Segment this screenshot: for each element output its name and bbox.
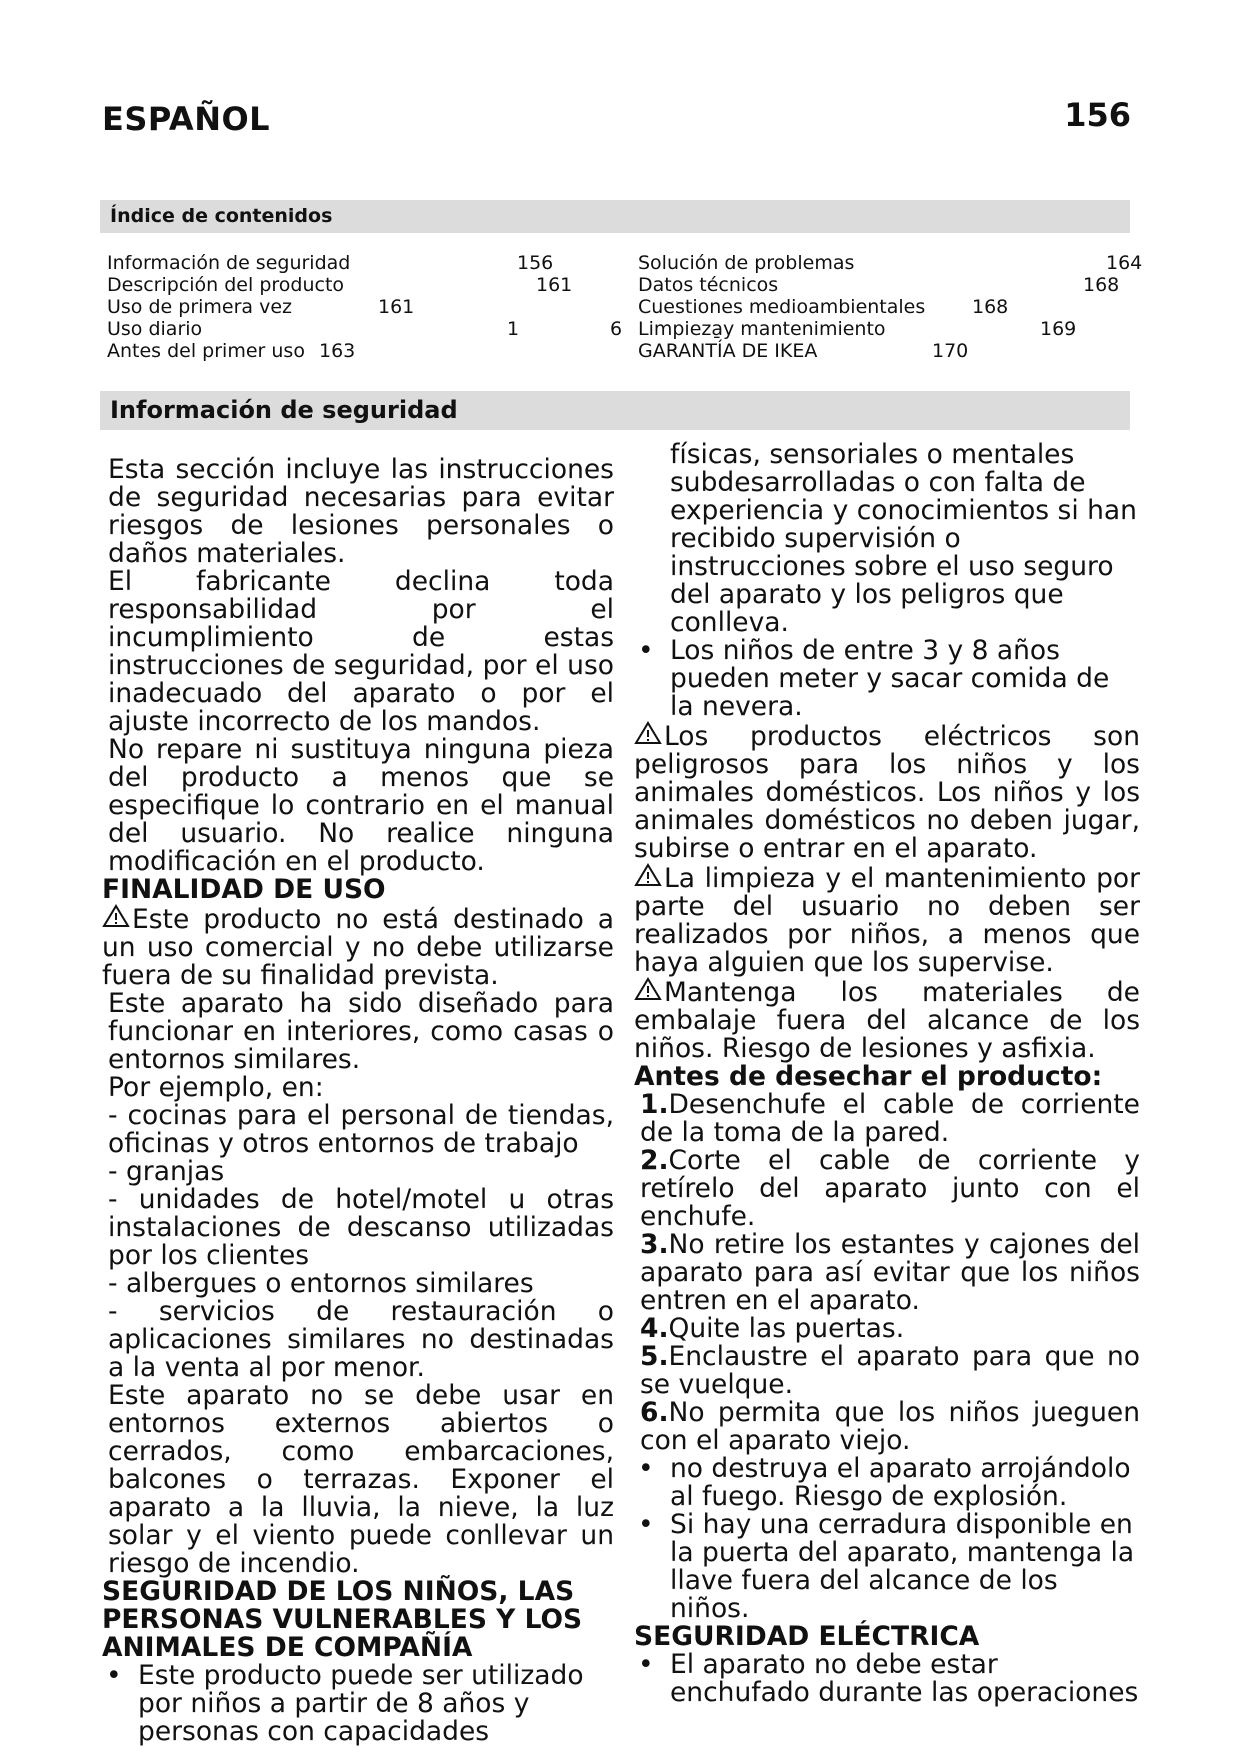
toc-entry-page: 164 [1106, 252, 1143, 274]
step-number: 2. [640, 1145, 669, 1176]
toc-title: Índice de contenidos [100, 200, 1130, 233]
toc-entry-page: 170 [932, 340, 969, 362]
warning-triangle-icon [102, 904, 130, 934]
toc-entry-page: 161 [536, 274, 573, 296]
heading-seguridad-ninos: SEGURIDAD DE LOS NIÑOS, LAS PERSONAS VULNERABLES Y LOS ANIMALES DE COMPAÑÍA [102, 1576, 583, 1663]
paragraph: El fabricante declina toda responsabilidad por el incumplimiento de estas instrucciones de seguridad, por el uso inadecuado del aparato o por el ajuste incorrecto de los mandos. [108, 566, 614, 737]
toc-entry-label[interactable]: Cuestiones medioambientales [638, 296, 926, 318]
bullet-item: • Los niños de entre 3 y 8 años pueden meter y sacar comida de la nevera. [634, 637, 1140, 721]
left-column [102, 456, 614, 1746]
toc-entry-page: 1 [507, 318, 520, 340]
toc-entry-label[interactable]: Solución de problemas [638, 252, 855, 274]
paragraph: Este aparato ha sido diseñado para funcionar en interiores, como casas o entornos similares. [108, 988, 614, 1075]
list-item: - unidades de hotel/motel u otras instalaciones de descanso utilizadas por los clientes [108, 1184, 614, 1271]
warning-triangle-icon [634, 977, 662, 1007]
warning-triangle-icon [634, 863, 662, 893]
toc-entry-label[interactable]: Uso diario [107, 318, 203, 340]
paragraph-continued: físicas, sensoriales o mentales subdesarrolladas o con falta de experiencia y conocimientos si han recibido supervisión o instrucciones sobre el uso seguro del aparato y los peligros que conlleva. [670, 439, 1137, 638]
list-item: - servicios de restauración o aplicaciones similares no destinadas a la venta al por menor. [108, 1296, 614, 1383]
toc-entry-label[interactable]: GARANTÍA DE IKEA [638, 340, 818, 362]
step-text: Enclaustre el aparato para que no se vuelque. [640, 1341, 1140, 1400]
toc-entry-page: 168 [972, 296, 1009, 318]
step-text: No retire los estantes y cajones del aparato para así evitar que los niños entren en el aparato. [640, 1229, 1140, 1316]
toc-entry-page: 163 [319, 340, 356, 362]
list-item: - granjas [108, 1156, 225, 1187]
step-number: 4. [640, 1313, 669, 1344]
paragraph: No repare ni sustituya ninguna pieza del producto a menos que se especifique lo contrario en el manual del usuario. No realice ninguna modificación en el producto. [108, 734, 614, 877]
toc-entry-page: 168 [1083, 274, 1120, 296]
warning-triangle-icon [634, 721, 662, 751]
toc-entry-label[interactable]: Antes del primer uso [107, 340, 305, 362]
paragraph: Esta sección incluye las instrucciones de seguridad necesarias para evitar riesgos de lesiones personales o daños materiales. [108, 454, 614, 569]
section-title: Información de seguridad [100, 391, 1130, 430]
paragraph: La limpieza y el mantenimiento por parte del usuario no deben ser realizados por niños, a menos que haya alguien que los supervise. [634, 863, 1140, 978]
page-number: 156 [1064, 96, 1131, 134]
paragraph: Este aparato no se debe usar en entornos externos abiertos o cerrados, como embarcaciones, balcones o terrazas. Exponer el aparato a la lluvia, la nieve, la luz solar y el viento puede conllevar un riesgo de incendio. [108, 1380, 614, 1579]
step-text: No permita que los niños jueguen con el aparato viejo. [640, 1397, 1140, 1456]
paragraph: Los productos eléctricos son peligrosos para los niños y los animales domésticos. Los niños y los animales domésticos no deben jugar, subirse o entrar en el aparato. [634, 721, 1140, 864]
step-text: Quite las puertas. [668, 1313, 905, 1344]
step-number: 3. [640, 1229, 669, 1260]
language-heading: ESPAÑOL [102, 100, 271, 138]
toc-entry-page: 161 [378, 296, 415, 318]
toc-entry-page: 169 [1040, 318, 1077, 340]
toc-entry-label[interactable]: Datos técnicos [638, 274, 779, 296]
step-text: Corte el cable de corriente y retírelo del aparato junto con el enchufe. [640, 1145, 1140, 1232]
bullet-item: • no destruya el aparato arrojándolo al fuego. Riesgo de explosión. [634, 1455, 1140, 1511]
toc-entry-page-extra: 6 [610, 318, 623, 340]
right-column [634, 441, 1140, 1707]
heading-desechar: Antes de desechar el producto: [634, 1061, 1103, 1092]
bullet-item: • El aparato no debe estar enchufado durante las operaciones [634, 1651, 1140, 1707]
bullet-item: • Este producto puede ser utilizado por niños a partir de 8 años y personas con capacidades [102, 1662, 614, 1746]
step-number: 6. [640, 1397, 669, 1428]
list-item: - albergues o entornos similares [108, 1268, 534, 1299]
heading-seguridad-electrica: SEGURIDAD ELÉCTRICA [634, 1621, 980, 1652]
toc-entry-label[interactable]: Uso de primera vez [107, 296, 293, 318]
toc-entry-page: 156 [517, 252, 554, 274]
heading-finalidad: FINALIDAD DE USO [102, 874, 386, 905]
toc-entry-label[interactable]: Limpieza̱y mantenimiento [638, 318, 886, 340]
paragraph: Este producto no está destinado a un uso comercial y no debe utilizarse fuera de su finalidad prevista. [102, 904, 614, 991]
bullet-item: • Si hay una cerradura disponible en la puerta del aparato, mantenga la llave fuera del alcance de los niños. [634, 1511, 1140, 1623]
list-item: - cocinas para el personal de tiendas, oficinas y otros entornos de trabajo [108, 1100, 614, 1159]
step-number: 1. [640, 1089, 669, 1120]
step-number: 5. [640, 1341, 669, 1372]
step-text: Desenchufe el cable de corriente de la toma de la pared. [640, 1089, 1140, 1148]
toc-entry-label[interactable]: Descripción del producto [107, 274, 345, 296]
paragraph: Por ejemplo, en: [108, 1072, 324, 1103]
toc-entry-label[interactable]: Información de seguridad [107, 252, 351, 274]
paragraph: Mantenga los materiales de embalaje fuera del alcance de los niños. Riesgo de lesiones y asfixia. [634, 977, 1140, 1064]
